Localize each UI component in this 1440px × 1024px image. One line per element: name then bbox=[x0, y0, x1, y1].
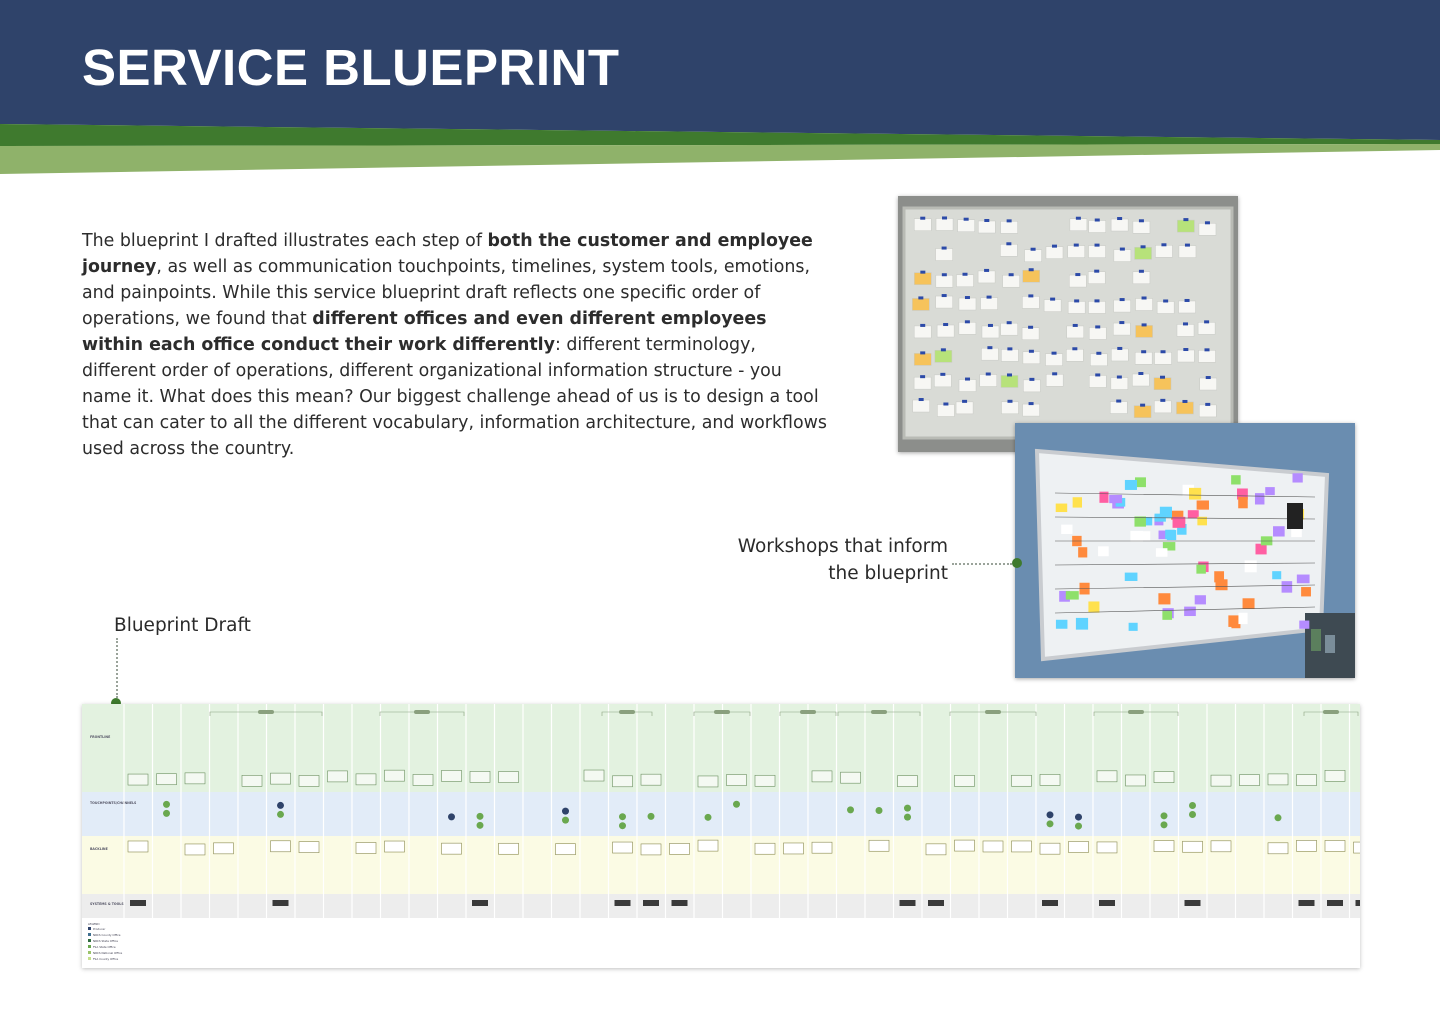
header-banner bbox=[0, 0, 1440, 176]
lane-label-frontline: FRONTLINE bbox=[90, 735, 111, 739]
workshops-caption bbox=[700, 533, 948, 587]
blueprint-diagram bbox=[82, 704, 1360, 968]
lane-label-touchpoints: TOUCHPOINTS/CHANNELS bbox=[90, 801, 137, 805]
intro-text-3: : different terminology, different order of operations, different organizational information structure - you name it. What does this mean? Our biggest challenge ahead of us is to design a tool that can cater to all the different vocabulary, information architecture, and workflows used across the country. bbox=[82, 335, 827, 459]
lane-label-backline: BACKLINE bbox=[90, 847, 108, 851]
legend-item-label: NRCS National Office bbox=[93, 951, 123, 955]
whiteboard-image-2 bbox=[1015, 423, 1355, 678]
legend-swatch bbox=[88, 957, 91, 960]
intro-text-2: , as well as communication touchpoints, timelines, system tools, emotions, and painpoints. While this service blueprint draft reflects one specific order of operations, we found that bbox=[82, 257, 811, 329]
workshops-leader-dot bbox=[1012, 558, 1022, 568]
legend-item-label: NRCS State Office bbox=[93, 939, 118, 943]
legend-item-label: NRCS County Office bbox=[93, 933, 121, 937]
whiteboard-workshop-photo-1 bbox=[898, 196, 1238, 452]
page-title: SERVICE BLUEPRINT bbox=[82, 39, 620, 96]
intro-emphasis-2: different offices and even different employees within each office conduct their work differently bbox=[82, 309, 767, 355]
legend-item-label: FSA State Office bbox=[93, 945, 116, 949]
legend-item-label: FSA County Office bbox=[93, 957, 119, 961]
legend-swatch bbox=[88, 927, 91, 930]
blueprint-caption: Blueprint Draft bbox=[114, 615, 251, 636]
legend-swatch bbox=[88, 933, 91, 936]
workshops-leader-line bbox=[952, 563, 1012, 565]
blueprint-leader-line bbox=[116, 638, 118, 698]
whiteboard-workshop-photo-2 bbox=[1015, 423, 1355, 678]
legend-title: LEGEND bbox=[88, 922, 100, 926]
intro-emphasis-1: both the customer and employee journey bbox=[82, 231, 813, 277]
workshops-caption-line-2: the blueprint bbox=[828, 563, 948, 584]
lane-label-systems: SYSTEMS & TOOLS bbox=[90, 902, 124, 906]
legend-item-label: Producer bbox=[93, 927, 106, 931]
legend-swatch bbox=[88, 945, 91, 948]
whiteboard-image-1 bbox=[898, 196, 1238, 452]
legend-swatch bbox=[88, 939, 91, 942]
intro-text-1: The blueprint I drafted illustrates each step of bbox=[82, 231, 488, 251]
lane-touchpoints bbox=[82, 792, 1360, 836]
legend-swatch bbox=[88, 951, 91, 954]
intro-paragraph bbox=[82, 228, 827, 462]
workshops-caption-line-1: Workshops that inform bbox=[737, 536, 948, 557]
blueprint-draft-board bbox=[82, 704, 1360, 968]
